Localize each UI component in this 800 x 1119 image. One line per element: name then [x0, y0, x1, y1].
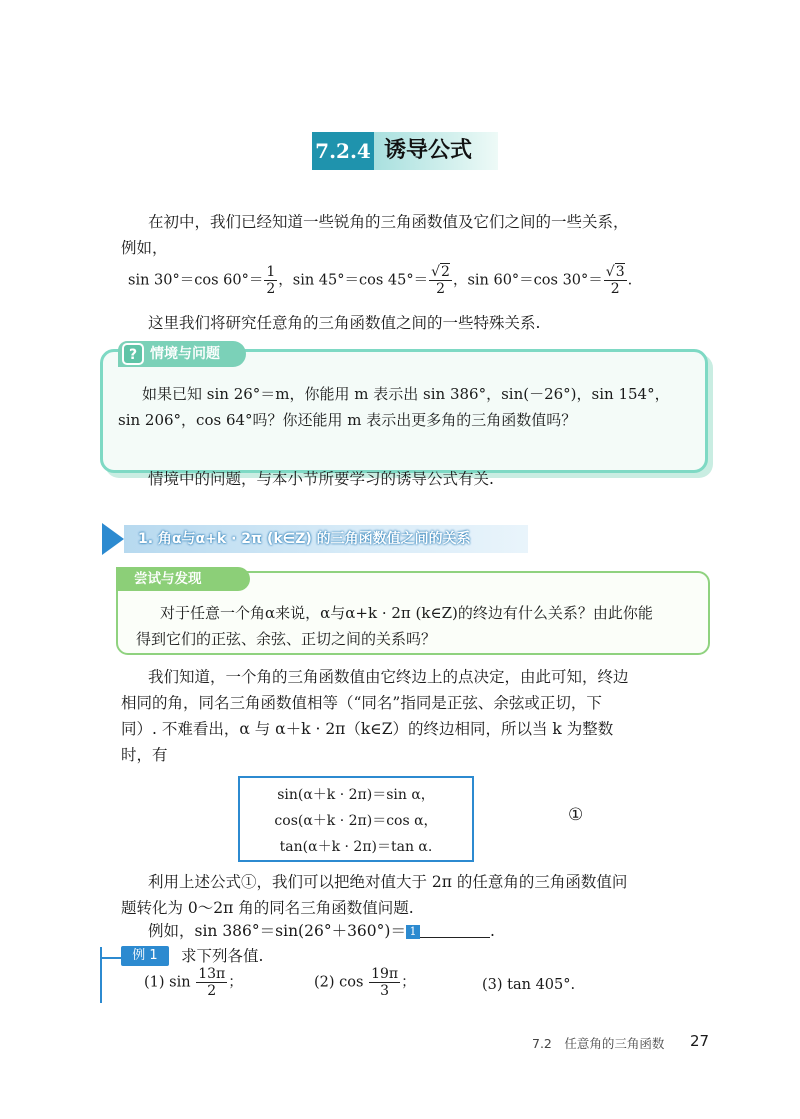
section-heading: 1. 角α与α+k · 2π (k∈Z) 的三角函数值之间的关系 [124, 525, 528, 553]
try-discover-tab: 尝试与发现 [116, 567, 250, 591]
formula-sin30: sin 30°＝cos 60°＝ [128, 272, 264, 289]
formula-tan: tan(α＋k · 2π)＝tan α. [279, 839, 433, 855]
example-bar [100, 947, 102, 1003]
fraction-half: $\frac{1}{2}$ [266, 264, 276, 297]
example-prompt: 求下列各值. [181, 947, 264, 965]
fraction-root3: $\frac{√3}{2}$ [605, 264, 625, 297]
section-arrow-icon [102, 523, 124, 555]
fraction-19pi-3: $\frac{19\pi}{3}$ [371, 966, 399, 999]
body-line-2: 相同的角，同名三角函数值相等（“同名”指同是正弦、余弦或正切，下 [121, 694, 602, 712]
footer-chapter: 7.2 任意角的三角函数 [532, 1036, 665, 1051]
section-title [312, 132, 498, 170]
fraction-root2: $\frac{√2}{2}$ [431, 264, 450, 297]
formula-box [238, 776, 474, 862]
example-part-1: (1) sin $\frac{13\pi}{2}$ ； [144, 966, 243, 999]
body-line-1: 我们知道，一个角的三角函数值由它终边上的点决定，由此可知，终边 [148, 668, 629, 686]
try-line-2: 得到它们的正弦、余弦、正切之间的关系吗？ [136, 630, 437, 648]
formula-sin: sin(α＋k · 2π)＝sin α， [277, 787, 435, 803]
example-tag: 例 1 [121, 946, 169, 966]
body-line-4: 时，有 [121, 746, 168, 764]
situation-line-1: 如果已知 sin 26°＝m，你能用 m 表示出 sin 386°，sin(－26°)，sin 154°， [142, 385, 670, 403]
example-part-3: (3) tan 405°. [482, 977, 576, 993]
fraction-13pi-2: $\frac{13\pi}{2}$ [198, 966, 226, 999]
intro-line-1: 在初中，我们已经知道一些锐角的三角函数值及它们之间的一些关系， [148, 213, 629, 231]
try-line-1: 对于任意一个角α来说，α与α+k · 2π (k∈Z)的终边有什么关系？由此你能 [160, 604, 653, 622]
situation-line-2: sin 206°，cos 64°吗？你还能用 m 表示出更多角的三角函数值吗？ [118, 411, 577, 429]
formula-cos: cos(α＋k · 2π)＝cos α， [274, 813, 438, 829]
page-number: 27 [690, 1032, 710, 1050]
formula-sin60: ，sin 60°＝cos 30°＝ [452, 272, 603, 289]
intro-line-2: 例如， [121, 239, 168, 257]
situation-tab-label: 情境与问题 [150, 346, 220, 362]
intro-formula-line: sin 30°＝cos 60°＝ $\frac{1}{2}$ ，sin 45°＝cos 45°＝ $\frac{√2}{2}$ ，sin 60°＝cos 30°＝ $\frac{√3}{2}$ . [128, 264, 633, 297]
blank-box[interactable]: 1 [406, 925, 420, 939]
body-line-3: 同）. 不难看出，α 与 α＋k · 2π（k∈Z）的终边相同，所以当 k 为整数 [121, 720, 614, 738]
formula-sin45: ，sin 45°＝cos 45°＝ [278, 272, 429, 289]
section-number: 7.2.4 [312, 132, 374, 170]
intro-line-3: 这里我们将研究任意角的三角函数值之间的一些特殊关系. [148, 314, 541, 332]
after-formula-line-2: 题转化为 0～2π 角的同名三角函数值问题. [121, 899, 414, 917]
section-title-text: 诱导公式 [374, 132, 498, 170]
question-icon: ? [122, 343, 144, 365]
example-part-2: (2) cos $\frac{19\pi}{3}$ ； [314, 966, 416, 999]
after-situation-text: 情境中的问题，与本小节所要学习的诱导公式有关. [148, 470, 494, 488]
formula-number: ① [568, 805, 584, 825]
blank-line [420, 937, 490, 938]
after-formula-line-3: 例如，sin 386°＝sin(26°＋360°)＝ 1 . [148, 922, 495, 940]
situation-tab [118, 341, 246, 367]
after-formula-line-1: 利用上述公式①，我们可以把绝对值大于 2π 的任意角的三角函数值问 [148, 873, 628, 891]
